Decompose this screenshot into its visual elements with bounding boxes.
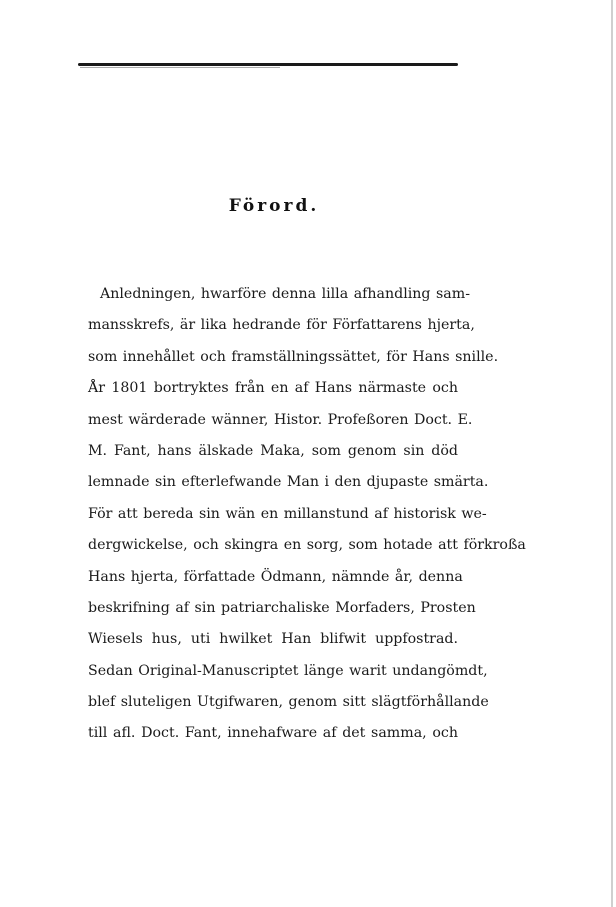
text-line: År 1801 bortryktes från en af Hans närmaste och <box>88 380 458 397</box>
text-line: som innehållet och framställningssättet, för Hans snille. <box>88 348 499 365</box>
text-line: Anledningen, hwarföre denna lilla afhandling sam- <box>100 286 471 302</box>
text-line: blef sluteligen Utgifwaren, genom sitt slägtförhållande <box>88 694 489 711</box>
text-line: Wiesels hus, uti hwilket Han blifwit uppfostrad. <box>88 631 458 648</box>
text-line: För att bereda sin wän en millanstund af historisk we- <box>88 505 487 522</box>
top-rule-shadow <box>80 67 280 68</box>
text-line: till afl. Doct. Fant, innehafware af det samma, och <box>88 725 458 742</box>
text-line: mest wärderade wänner, Histor. Profeßoren Doct. E. <box>88 411 473 428</box>
text-line: dergwickelse, och skingra en sorg, som hotade att förkroßa <box>88 537 526 554</box>
text-line: Hans hjerta, författade Ödmann, nämnde år, denna <box>88 568 463 585</box>
preface-paragraph <box>88 279 526 750</box>
text-line: lemnade sin efterlefwande Man i den djupaste smärta. <box>88 474 489 491</box>
text-line: Sedan Original-Manuscriptet länge warit undangömdt, <box>88 662 488 679</box>
page-heading: Förord. <box>228 196 320 216</box>
top-rule <box>78 63 458 66</box>
page-edge <box>611 0 613 907</box>
text-line: beskrifning af sin patriarchaliske Morfaders, Prosten <box>88 599 476 616</box>
text-line: M. Fant, hans älskade Maka, som genom sin död <box>88 442 458 459</box>
text-line: mansskrefs, är lika hedrande för Författarens hjerta, <box>88 317 475 334</box>
